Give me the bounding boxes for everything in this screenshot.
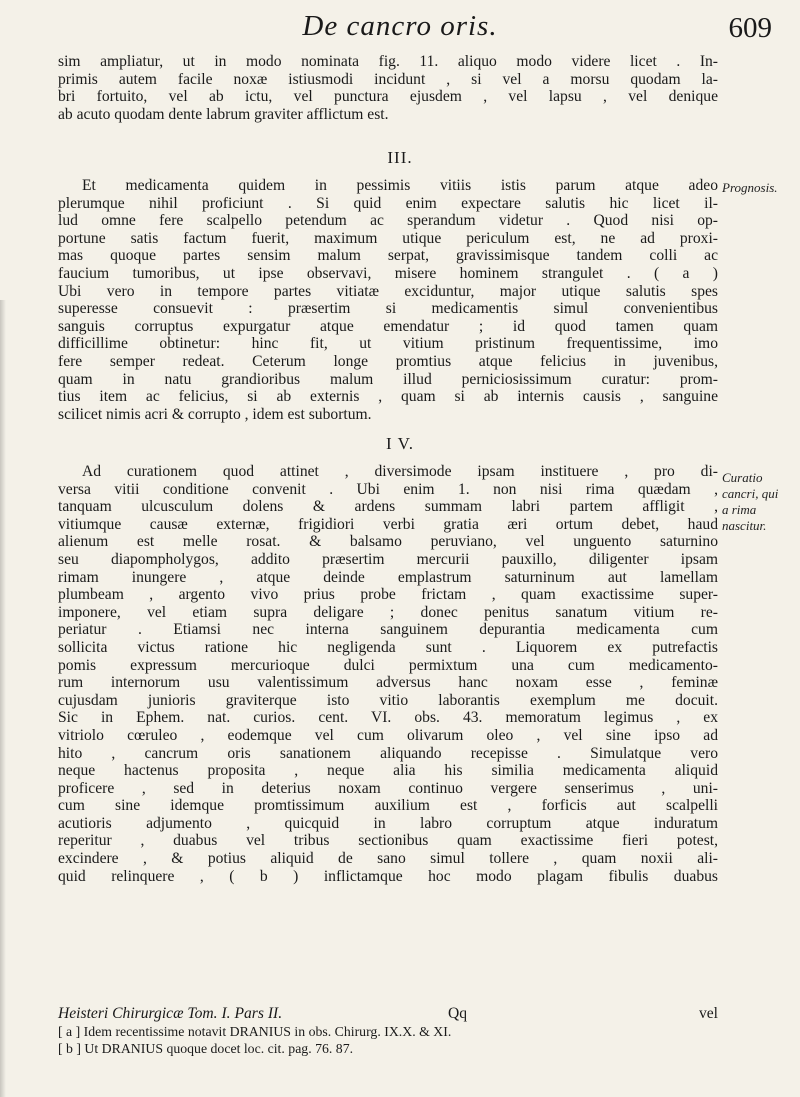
text-line: difficillime obtinetur: hinc fit, ut vitium pristinum frequentissime, imo xyxy=(58,335,718,353)
text-line: neque hactenus proposita , neque alia his similia medicamenta aliquid xyxy=(58,762,718,780)
margin-note-line: cancri, qui xyxy=(722,486,779,501)
text-line: acutioris adjumento , quicquid in labro corruptum atque induratum xyxy=(58,814,718,832)
text-line: tius item ac felicius, si ab externis , quam si ab internis causis , sanguine xyxy=(58,388,718,406)
text-line: rimam inungere , atque deinde emplastrum saturninum aut lamellam xyxy=(58,568,718,586)
text-line: quam in natu grandioribus malum illud perniciosissimum curatur: prom- xyxy=(58,370,718,388)
text-line: ab acuto quodam dente labrum graviter afflictum est. xyxy=(58,105,389,123)
text-line: cum sine idemque promtissimum auxilium est , forficis aut scalpelli xyxy=(58,797,718,815)
text-line: seu diapompholygos, addito præsertim mercurii pauxillo, diligenter ipsam xyxy=(58,550,718,568)
text-line: Ubi vero in tempore partes vitiatæ exciduntur, major utique salutis spes xyxy=(58,282,718,300)
margin-note-line: nascitur. xyxy=(722,518,767,533)
text-line: proficere , sed in deterius noxam continuo vergere senserimus , uni- xyxy=(58,779,718,797)
text-line: bri fortuito, vel ab ictu, vel punctura ejusdem , vel lapsu , vel denique xyxy=(58,88,718,106)
text-line: primis autem facile noxæ istiusmodi incidunt , si vel a morsu quodam la- xyxy=(58,70,718,88)
margin-note-line: a rima xyxy=(722,502,757,517)
section-number-iv: I V. xyxy=(386,434,414,453)
catchword: vel xyxy=(698,1005,718,1022)
footnote-b: [ b ] Ut DRANIUS quoque docet loc. cit. pag. 76. 87. xyxy=(58,1041,354,1056)
text-line: lud omne fere scalpello petendum ac sperandum videtur . Quod nisi op- xyxy=(58,212,718,230)
text-line: excindere , & potius aliquid de sano simul tollere , quam noxii ali- xyxy=(58,850,718,868)
page-header xyxy=(0,6,800,50)
section-iv-text xyxy=(58,463,718,885)
text-line: imponere, vel etiam supra deligare ; donec penitus sanatum vitium re- xyxy=(58,603,718,621)
paragraph-continuation xyxy=(58,53,718,123)
footnote-a: [ a ] Idem recentissime notavit DRANIUS in obs. Chirurg. IX.X. & XI. xyxy=(58,1024,452,1039)
text-line: cujusdam junioris graviterque isto vitio laborantis exemplum me docuit. xyxy=(58,691,718,709)
text-line: reperitur , duabus vel tribus sectionibus quam exactissime fieri potest, xyxy=(58,832,718,850)
section-iii-text xyxy=(58,177,718,423)
text-line: Sic in Ephem. nat. curios. cent. VI. obs. 43. memoratum legimus , ex xyxy=(58,709,718,727)
text-line: sim ampliatur, ut in modo nominata fig. 11. aliquo modo videre licet . In- xyxy=(58,53,718,70)
text-line: sollicita victus ratione hic negligenda sunt . Liquorem ex putrefactis xyxy=(58,638,718,656)
text-line: alienum est melle rosat. & balsamo peruviano, vel unguento saturnino xyxy=(58,533,718,551)
text-line: versa vitii conditione convenit . Ubi enim 1. non nisi rima quædam , xyxy=(58,480,718,498)
margin-note-line: Prognosis. xyxy=(722,180,778,195)
text-line: sanguis corruptus expurgatur atque emendatur ; id quod tamen quam xyxy=(58,317,718,335)
text-line: tanquam ulcusculum dolens & ardens summam labri partem affligit , xyxy=(58,498,718,516)
text-line: pomis expressum mercurioque dulci permixtum una cum medicamento- xyxy=(58,656,718,674)
text-line: portune satis factum fuerit, maximum utique periculum est, ne ad proxi- xyxy=(58,229,718,247)
page-number: 609 xyxy=(728,12,772,44)
text-line: Ad curationem quod attinet , diversimode ipsam instituere , pro di- xyxy=(82,463,718,480)
text-line: plumbeam , argento vivo prius probe frictam , quam exactissime super- xyxy=(58,586,718,604)
scan-edge-shadow xyxy=(0,300,6,1097)
text-line: faucium tumoribus, ut ipse observavi, misere hominem strangulet . ( a ) xyxy=(58,264,718,282)
running-title: De cancro oris. xyxy=(302,10,498,42)
margin-note-line: Curatio xyxy=(722,470,763,485)
text-line: rum internorum usu valentissimum adversus hanc noxam esse , feminæ xyxy=(58,674,718,692)
text-line: scilicet nimis acri & corrupto , idem est subortum. xyxy=(58,405,372,423)
text-line: Et medicamenta quidem in pessimis vitiis istis parum atque adeo xyxy=(82,177,718,194)
text-line: mas quoque partes sensim malum serpat, gravissimisque tandem colli ac xyxy=(58,247,718,265)
margin-note-prognosis xyxy=(722,180,798,196)
text-line: quid relinquere , ( b ) inflictamque hoc modo plagam fibulis duabus xyxy=(58,867,718,885)
text-line: vitriolo cœruleo , eodemque vel cum olivarum oleo , vel sine ipso ad xyxy=(58,726,718,744)
text-line: superesse consuevit : præsertim si medicamentis simul convenientibus xyxy=(58,300,718,318)
margin-note-curatio xyxy=(722,470,798,534)
signature-mark: Qq xyxy=(448,1005,468,1022)
text-line: vitiumque causæ externæ, frigidiori verbi gratia æri ortum debet, haud xyxy=(58,515,718,533)
text-line: plerumque nihil proficiunt . Si quid enim expectare salutis hic licet il- xyxy=(58,194,718,212)
footnotes xyxy=(58,1023,718,1057)
section-number-iii: III. xyxy=(387,148,413,167)
text-line: fere semper redeat. Ceterum longe promtius atque felicius in juvenibus, xyxy=(58,352,718,370)
text-line: periatur . Etiamsi nec interna sanguinem depurantia medicamenta cum xyxy=(58,621,718,639)
signature-title: Heisteri Chirurgicæ Tom. I. Pars II. xyxy=(58,1005,283,1022)
text-line: hito , cancrum oris sanationem aliquando recepisse . Simulatque vero xyxy=(58,744,718,762)
